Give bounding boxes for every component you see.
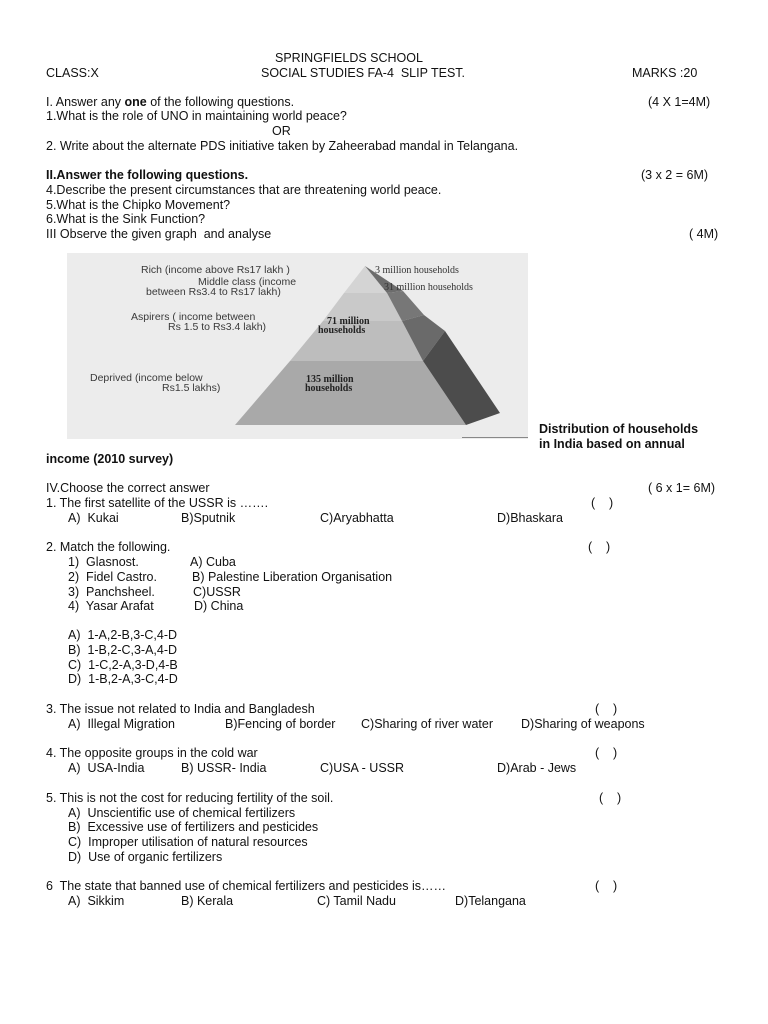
match-pair-d: D) China	[194, 599, 244, 613]
mcq3-option-b: B)Fencing of border	[225, 717, 336, 731]
mcq-answer-bracket-5: ( )	[599, 791, 622, 805]
graph-value-rich: 3 million households	[375, 265, 459, 276]
graph-caption-1: Distribution of households	[539, 422, 699, 436]
mcq-question-2: 2. Match the following.	[46, 540, 171, 554]
graph-label-rich: Rich (income above Rs17 lakh )	[141, 264, 290, 276]
mcq5-option-b: B) Excessive use of fertilizers and pesticides	[68, 820, 319, 834]
mcq-answer-bracket-2: ( )	[588, 540, 611, 554]
mcq2-option-a: A) 1-A,2-B,3-C,4-D	[68, 628, 178, 642]
graph-value-middle: 31 million households	[384, 282, 473, 293]
section4-marks: ( 6 x 1= 6M)	[648, 481, 716, 495]
mcq-question-5: 5. This is not the cost for reducing fertility of the soil.	[46, 791, 334, 805]
mcq2-option-d: D) 1-B,2-A,3-C,4-D	[68, 672, 178, 686]
section1-heading	[46, 95, 294, 110]
graph-label-aspirers-1: Aspirers ( income between	[131, 311, 256, 323]
section2-heading: II.Answer the following questions.	[46, 168, 249, 182]
mcq1-option-d: D)Bhaskara	[497, 511, 563, 525]
income-pyramid-graph	[67, 253, 528, 439]
match-pair-b: B) Palestine Liberation Organisation	[192, 570, 393, 584]
mcq5-option-a: A) Unscientific use of chemical fertilizers	[68, 806, 296, 820]
section2-question-5: 5.What is the Chipko Movement?	[46, 198, 231, 212]
section2-question-4: 4.Describe the present circumstances that are threatening world peace.	[46, 183, 442, 197]
graph-value-deprived-2: households	[305, 383, 353, 394]
graph-divider	[462, 437, 528, 438]
school-name: SPRINGFIELDS SCHOOL	[275, 51, 423, 65]
mcq3-option-c: C)Sharing of river water	[361, 717, 493, 731]
mcq5-option-d: D) Use of organic fertilizers	[68, 850, 223, 864]
mcq-question-4: 4. The opposite groups in the cold war	[46, 746, 258, 760]
match-item-3: 3) Panchsheel.	[68, 585, 155, 599]
mcq-question-1: 1. The first satellite of the USSR is …….	[46, 496, 269, 510]
or-separator: OR	[272, 124, 291, 138]
match-pair-a: A) Cuba	[190, 555, 236, 569]
mcq-answer-bracket-1: ( )	[591, 496, 614, 510]
mcq3-option-d: D)Sharing of weapons	[521, 717, 645, 731]
match-item-2: 2) Fidel Castro.	[68, 570, 157, 584]
mcq-answer-bracket-6: ( )	[595, 879, 618, 893]
mcq-question-3: 3. The issue not related to India and Bangladesh	[46, 702, 315, 716]
mcq4-option-d: D)Arab - Jews	[497, 761, 577, 775]
mcq-question-6: 6 The state that banned use of chemical fertilizers and pesticides is……	[46, 879, 446, 893]
mcq6-option-a: A) Sikkim	[68, 894, 125, 908]
section1-heading-pre: I. Answer any	[46, 95, 125, 109]
mcq6-option-b: B) Kerala	[181, 894, 234, 908]
section2-marks: (3 x 2 = 6M)	[641, 168, 709, 182]
class-label: CLASS:X	[46, 66, 99, 80]
graph-label-deprived-2: Rs1.5 lakhs)	[162, 382, 221, 394]
mcq1-option-a: A) Kukai	[68, 511, 119, 525]
mcq4-option-c: C)USA - USSR	[320, 761, 405, 775]
section1-marks: (4 X 1=4M)	[648, 95, 711, 109]
match-item-1: 1) Glasnost.	[68, 555, 139, 569]
mcq1-option-b: B)Sputnik	[181, 511, 236, 525]
mcq1-option-c: C)Aryabhatta	[320, 511, 394, 525]
graph-label-middle-1: Middle class (income	[198, 276, 297, 288]
section4-heading: IV.Choose the correct answer	[46, 481, 210, 495]
section1-question-1: 1.What is the role of UNO in maintaining world peace?	[46, 109, 347, 123]
mcq2-option-c: C) 1-C,2-A,3-D,4-B	[68, 658, 178, 672]
graph-label-aspirers-2: Rs 1.5 to Rs3.4 lakh)	[168, 321, 267, 333]
graph-value-aspirers-1: 71 million	[327, 316, 370, 327]
mcq2-option-b: B) 1-B,2-C,3-A,4-D	[68, 643, 178, 657]
graph-label-middle-2: between Rs3.4 to Rs17 lakh)	[146, 286, 281, 298]
mcq-answer-bracket-3: ( )	[595, 702, 618, 716]
mcq3-option-a: A) Illegal Migration	[68, 717, 175, 731]
test-title: SOCIAL STUDIES FA-4 SLIP TEST.	[261, 66, 466, 80]
mcq4-option-b: B) USSR- India	[181, 761, 267, 775]
section3-heading: III Observe the given graph and analyse	[46, 227, 272, 241]
graph-label-deprived-1: Deprived (income below	[90, 372, 203, 384]
mcq-answer-bracket-4: ( )	[595, 746, 618, 760]
section1-heading-post: of the following questions.	[146, 95, 295, 109]
mcq6-option-c: C) Tamil Nadu	[317, 894, 396, 908]
graph-caption-2: in India based on annual	[539, 437, 685, 451]
mcq4-option-a: A) USA-India	[68, 761, 145, 775]
match-item-4: 4) Yasar Arafat	[68, 599, 154, 613]
graph-caption-3: income (2010 survey)	[46, 452, 174, 466]
graph-value-deprived-1: 135 million	[306, 374, 354, 385]
mcq6-option-d: D)Telangana	[455, 894, 526, 908]
section3-marks: ( 4M)	[689, 227, 719, 241]
graph-value-aspirers-2: households	[318, 325, 366, 336]
match-pair-c: C)USSR	[193, 585, 241, 599]
section2-question-6: 6.What is the Sink Function?	[46, 212, 206, 226]
total-marks: MARKS :20	[632, 66, 698, 80]
mcq5-option-c: C) Improper utilisation of natural resources	[68, 835, 308, 849]
section1-question-2: 2. Write about the alternate PDS initiative taken by Zaheerabad mandal in Telangana.	[46, 139, 519, 153]
section1-heading-bold: one	[124, 95, 147, 109]
